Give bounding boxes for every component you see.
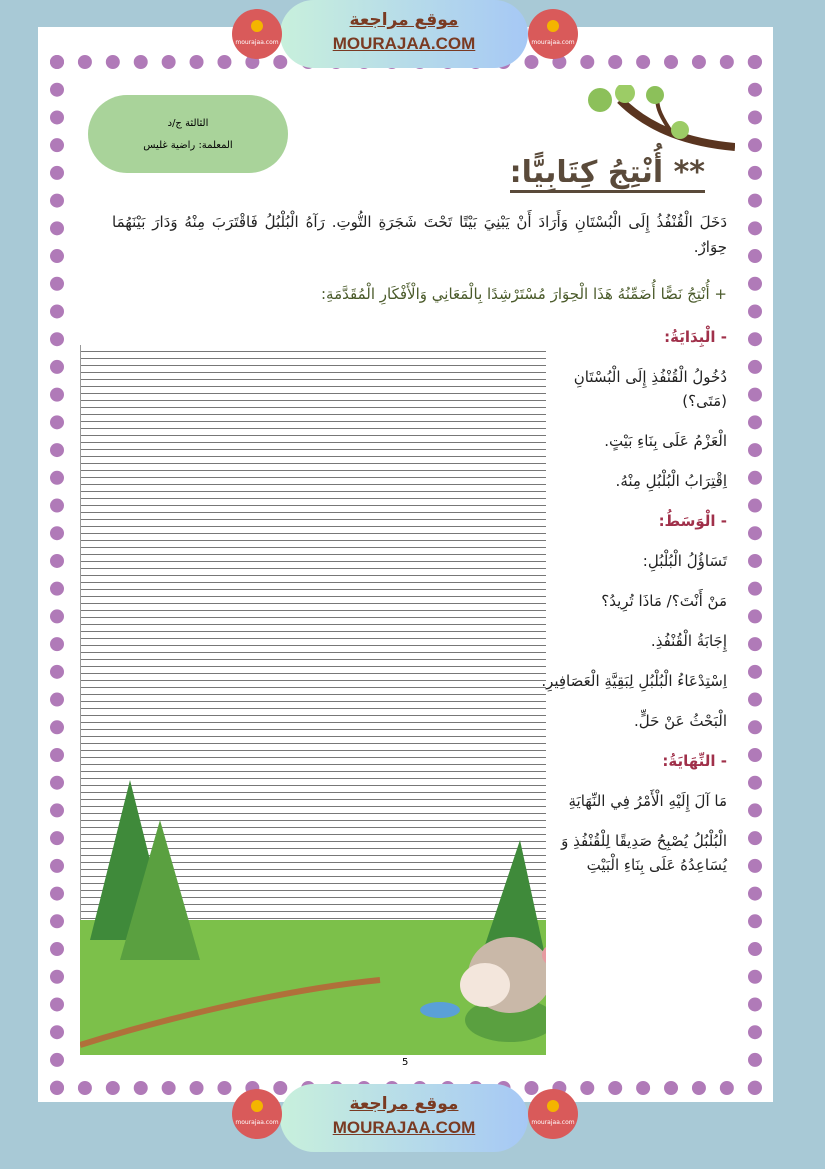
- outline-item: إِجَابَةُ الْقُنْفُذِ.: [650, 632, 727, 650]
- section-heading-beginning: - الْبِدَايَةُ:: [664, 328, 727, 346]
- site-logo-badge: mourajaa.com: [528, 1089, 578, 1139]
- header-cloud: [88, 95, 288, 173]
- class-label: الثالثة ج/د: [167, 118, 209, 129]
- teacher-name: المعلمة: راضية غليس: [143, 140, 233, 151]
- banner-site: MOURAJAA.COM: [332, 34, 476, 53]
- site-banner-bottom[interactable]: [280, 1084, 528, 1152]
- outline-item: اِسْتِدْعَاءُ الْبُلْبُلِ لِبَقِيَّةِ الْعَصَافِيرِ.: [541, 672, 727, 690]
- site-banner-top[interactable]: [280, 0, 528, 68]
- intro-paragraph: دَخَلَ الْقُنْفُذُ إِلَى الْبُسْتَانِ وَأَرَادَ أَنْ يَبْنِيَ بَيْتًا تَحْتَ شَجَرَةِ التُّوتِ. رَآهُ الْبُلْبُلُ فَاقْتَرَبَ مِنْهُ وَدَارَ بَيْنَهُمَا حِوَارٌ.: [112, 213, 727, 256]
- outline-item: مَا آلَ إِلَيْهِ الْأَمْرُ فِي النِّهَايَةِ: [568, 792, 727, 810]
- banner-arabic: موقع مراجعة: [349, 1094, 459, 1114]
- site-logo-badge: mourajaa.com: [528, 9, 578, 59]
- page-title: ** أُنْتِجُ كِتَابِيًّا:: [510, 155, 705, 193]
- banner-arabic: موقع مراجعة: [349, 10, 459, 30]
- section-heading-end: - النِّهَايَةُ:: [662, 752, 727, 770]
- forest-hedgehog-illustration: [80, 780, 546, 1055]
- outline-guide: [537, 325, 727, 893]
- outline-item: الْبُلْبُلُ يُصْبِحُ صَدِيقًا لِلْقُنْفُذِ وَ يُسَاعِدُهُ عَلَى بِنَاءِ الْبَيْتِ: [561, 832, 727, 874]
- tree-branch-illustration: [580, 85, 735, 160]
- outline-item: دُخُولُ الْقُنْفُذِ إِلَى الْبُسْتَانِ (مَتَى؟): [573, 368, 727, 410]
- site-logo-badge: mourajaa.com: [232, 9, 282, 59]
- site-logo-badge: mourajaa.com: [232, 1089, 282, 1139]
- outline-item: تَسَاؤُلُ الْبُلْبُلِ:: [642, 552, 727, 570]
- banner-site: MOURAJAA.COM: [332, 1118, 476, 1137]
- outline-item: الْعَزْمُ عَلَى بِنَاءِ بَيْتٍ.: [604, 432, 727, 450]
- outline-item: مَنْ أَنْتَ؟/ مَاذَا تُرِيدُ؟: [601, 592, 727, 610]
- section-heading-middle: - الْوَسَطُ:: [658, 512, 727, 530]
- outline-item: اِقْتِرَابُ الْبُلْبُلِ مِنْهُ.: [615, 472, 727, 490]
- page-number: 5: [402, 1057, 409, 1068]
- task-instruction: + أُنْتِجُ نَصًّا أُضَمِّنُهُ هَذَا الْحِوَارَ مُسْتَرْشِدًا بِالْمَعَانِي وَالْأَفْكَارِ الْمُقَدَّمَةِ:: [321, 285, 727, 303]
- outline-item: الْبَحْثُ عَنْ حَلٍّ.: [634, 712, 727, 730]
